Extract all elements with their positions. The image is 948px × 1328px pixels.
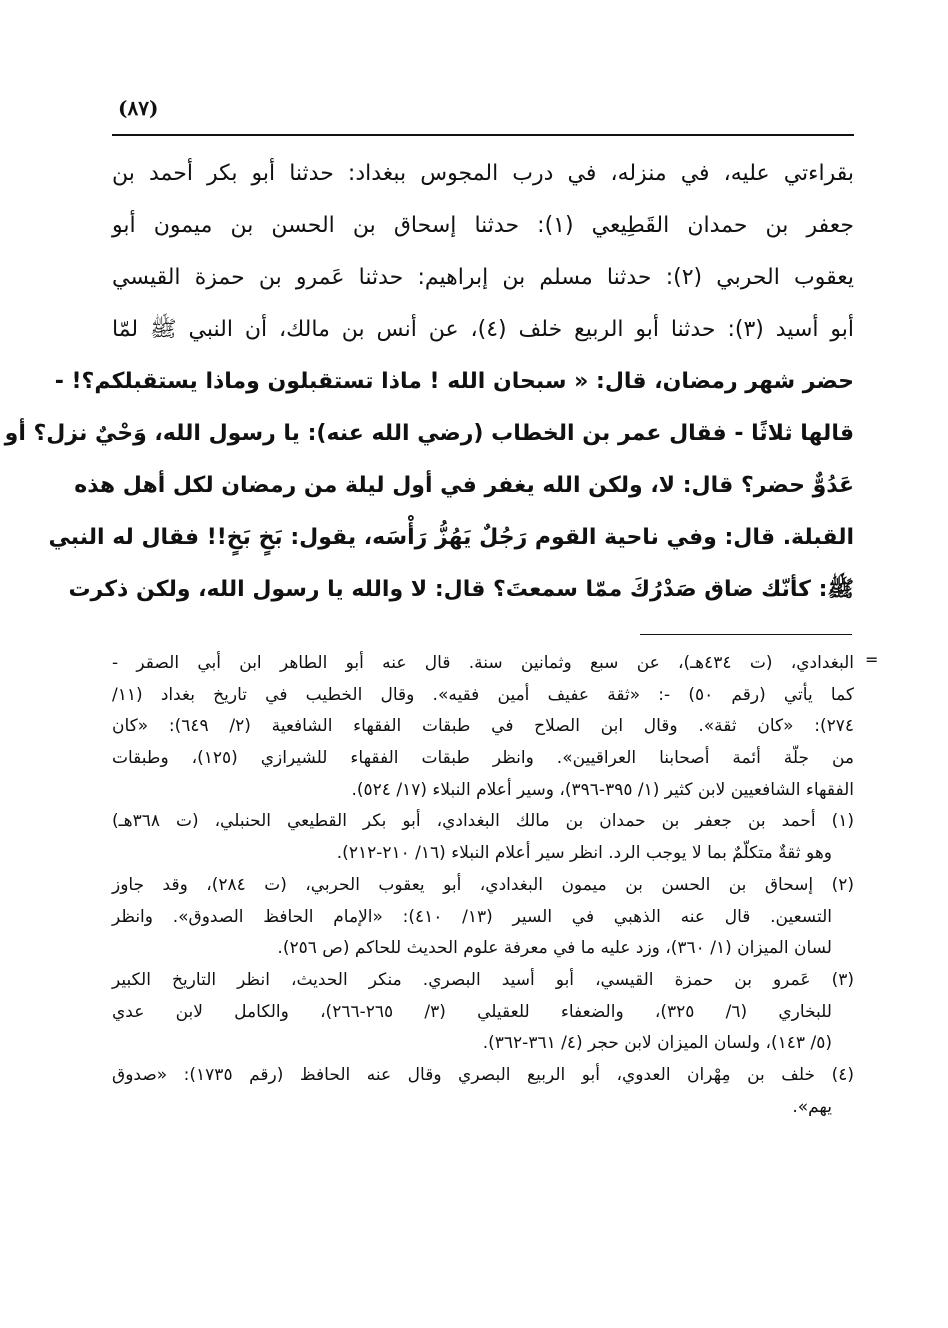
hadith-line: قالها ثلاثًا - فقال عمر بن الخطاب (رضي الله عنه): يا رسول الله، وَحْيٌ نزل؟ أو bbox=[4, 421, 854, 446]
hadith-line: حضر شهر رمضان، قال: « سبحان الله ! ماذا تستقبلون وماذا يستقبلكم؟! - bbox=[54, 369, 854, 394]
footnote-separator bbox=[640, 634, 852, 635]
footnote-line: كما يأتي (رقم ٥٠) -: «ثقة عفيف أمين فقيه». وقال الخطيب في تاريخ بغداد (١١/ bbox=[112, 684, 854, 705]
footnote-line: البغدادي، (ت ٤٣٤هـ)، عن سبع وثمانين سنة. قال عنه أبو الطاهر ابن أبي الصقر - bbox=[112, 653, 855, 673]
main-line: يعقوب الحربي (٢): حدثنا مسلم بن إبراهيم: حدثنا عَمرو بن حمزة القيسي bbox=[112, 265, 854, 290]
footnote-1-cont: وهو ثقةٌ متكلّمٌ بما لا يوجب الرد. انظر سير أعلام النبلاء (١٦/ ٢١٠-٢١٢). bbox=[336, 843, 832, 864]
footnote-4: (٤) خلف بن مِهْران العدوي، أبو الربيع البصري وقال عنه الحافظ (رقم ١٧٣٥): «صدوق bbox=[112, 1064, 854, 1085]
continuation-mark: = bbox=[865, 650, 879, 669]
footnote-4-cont: يهم». bbox=[792, 1096, 832, 1117]
hadith-line: ﷺ: كأنّك ضاق صَدْرُكَ ممّا سمعتَ؟ قال: لا والله يا رسول الله، ولكن ذكرت bbox=[68, 577, 854, 602]
footnote-line: الفقهاء الشافعيين لابن كثير (١/ ٣٩٥-٣٩٦)، وسير أعلام النبلاء (١٧/ ٥٢٤). bbox=[351, 779, 854, 800]
main-line: جعفر بن حمدان القَطِيعي (١): حدثنا إسحاق بن الحسن بن ميمون أبو bbox=[112, 213, 854, 238]
footnote-line: من جلّة أئمة أصحابنا العراقيين». وانظر طبقات الفقهاء للشيرازي (١٢٥)، وطبقات bbox=[112, 748, 854, 769]
footnote-2-cont: التسعين. قال عنه الذهبي في السير (١٣/ ٤١٠): «الإمام الحافظ الصدوق». وانظر bbox=[112, 906, 832, 927]
main-line: أبو أسيد (٣): حدثنا أبو الربيع خلف (٤)، عن أنس بن مالك، أن النبي ﷺ لمّا bbox=[112, 317, 854, 342]
header-rule bbox=[112, 134, 854, 136]
hadith-line: القبلة. قال: وفي ناحية القوم رَجُلٌ يَهُزُّ رَأْسَه، يقول: بَخٍ بَخٍ!! فقال له النبي bbox=[48, 525, 854, 550]
footnote-2: (٢) إسحاق بن الحسن بن ميمون البغدادي، أبو يعقوب الحربي، (ت ٢٨٤)، وقد جاوز bbox=[112, 874, 854, 895]
footnote-3-cont: للبخاري (٦/ ٣٢٥)، والضعفاء للعقيلي (٣/ ٢٦٥-٢٦٦)، والكامل لابن عدي bbox=[112, 1001, 832, 1022]
footnote-line: ٢٧٤): «كان ثقة». وقال ابن الصلاح في طبقات الفقهاء الشافعية (٢/ ٦٤٩): «كان bbox=[112, 716, 854, 737]
footnote-2-cont: لسان الميزان (١/ ٣٦٠)، وزد عليه ما في معرفة علوم الحديث للحاكم (ص ٢٥٦). bbox=[277, 938, 832, 959]
footnote-3: (٣) عَمرو بن حمزة القيسي، أبو أسيد البصري. منكر الحديث، انظر التاريخ الكبير bbox=[112, 969, 854, 990]
footnote-1: (١) أحمد بن جعفر بن حمدان بن مالك البغدادي، أبو بكر القطيعي الحنبلي، (ت ٣٦٨هـ) bbox=[112, 811, 854, 832]
main-line: بقراءتي عليه، في منزله، في درب المجوس ببغداد: حدثنا أبو بكر أحمد بن bbox=[112, 161, 854, 186]
main-text bbox=[4, 148, 854, 616]
footnote-3-cont: (٥/ ١٤٣)، ولسان الميزان لابن حجر (٤/ ٣٦١-٣٦٢). bbox=[482, 1033, 832, 1054]
hadith-line: عَدُوٌّ حضر؟ قال: لا، ولكن الله يغفر في أول ليلة من رمضان لكل أهل هذه bbox=[74, 473, 854, 498]
page-number: (٨٧) bbox=[118, 96, 159, 120]
footnotes bbox=[112, 648, 854, 1123]
